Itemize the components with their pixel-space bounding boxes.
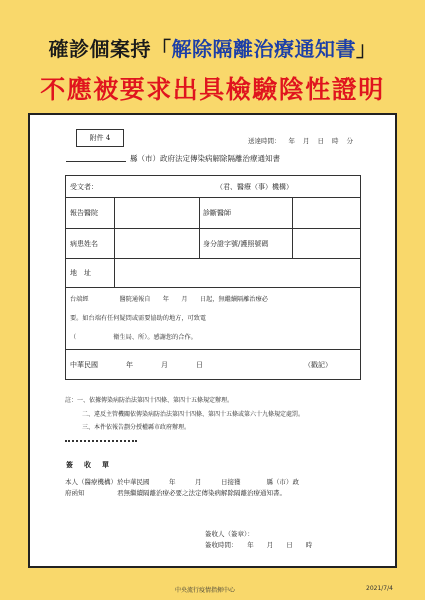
receipt-line: 府函知 君無繼續隔離治療必要之法定傳染病解除隔離治療通知書。 bbox=[65, 489, 286, 497]
unit-month: 月 bbox=[303, 137, 310, 145]
footer-date: 2021/7/4 bbox=[366, 585, 393, 592]
row-divider bbox=[66, 287, 360, 288]
notice-title bbox=[66, 153, 280, 164]
id-number-label: 身分證字號/護照號碼 bbox=[203, 240, 269, 248]
headline-close-bracket: 」 bbox=[356, 37, 377, 61]
unit-year: 年 bbox=[288, 137, 295, 145]
column-divider bbox=[292, 197, 293, 258]
notice-document bbox=[28, 113, 397, 568]
unit-day: 日 bbox=[317, 137, 324, 145]
column-divider bbox=[114, 197, 115, 287]
receipt-title: 簽 收 單 bbox=[66, 460, 111, 469]
headline-open-bracket: 「 bbox=[151, 37, 172, 61]
note-line: 三、本件依報告劃分授權縣市政府辦理。 bbox=[82, 424, 191, 431]
note-line: 二、違反主管機關依傳染病防治法第四十四條、第四十五條或第六十九條規定處罰。 bbox=[82, 411, 305, 418]
notice-body-line: 台端經 醫院通報自 年 月 日起，無繼續隔離治療必 bbox=[70, 296, 268, 303]
doctor-label: 診斷醫師 bbox=[203, 209, 231, 217]
delivery-time-label: 送達時間： bbox=[248, 137, 281, 145]
headline-highlight: 解除隔離治療通知書 bbox=[171, 37, 356, 61]
row-divider bbox=[66, 258, 360, 259]
attachment-label: 附件 4 bbox=[76, 129, 124, 147]
signer-label: 簽收人（簽章）： bbox=[205, 530, 254, 538]
headline bbox=[0, 33, 425, 62]
patient-name-label: 病患姓名 bbox=[70, 240, 98, 248]
notice-body-line: 要。如台端有任何疑問或需要協助的地方，可致電 bbox=[70, 315, 207, 322]
sign-time-label: 簽收時間： 年 月 日 時 bbox=[205, 541, 313, 549]
headline-prefix: 確診個案持 bbox=[48, 37, 151, 61]
headline-subtitle: 不應被要求出具檢驗陰性證明 bbox=[40, 75, 385, 104]
footer-org: 中央流行疫情指揮中心 bbox=[175, 587, 236, 594]
receipt-line: 本人（醫療機構）於中華民國 年 月 日接獲 縣（市）政 bbox=[65, 478, 299, 486]
cut-line bbox=[65, 440, 137, 442]
issue-date-label: 中華民國 年 月 日 bbox=[70, 361, 203, 369]
county-blank bbox=[66, 161, 126, 162]
column-divider bbox=[199, 197, 200, 258]
row-divider bbox=[66, 197, 360, 198]
row-divider bbox=[66, 349, 360, 350]
address-label: 地 址 bbox=[70, 269, 91, 277]
notice-form-table bbox=[65, 175, 361, 380]
recipient-label: 受文者： bbox=[70, 183, 98, 191]
seal-label: （戳記） bbox=[304, 361, 332, 369]
row-divider bbox=[66, 228, 360, 229]
hospital-label: 報告醫院 bbox=[70, 209, 98, 217]
note-line: 註：一、依據傳染病防治法第四十四條、第四十五條規定辦理。 bbox=[65, 397, 234, 404]
unit-minute: 分 bbox=[346, 137, 353, 145]
delivery-time bbox=[248, 136, 353, 145]
unit-hour: 時 bbox=[332, 137, 339, 145]
notice-title-text: 縣（市）政府法定傳染病解除隔離治療通知書 bbox=[130, 154, 280, 163]
recipient-hint: （君、醫療（事）機構） bbox=[216, 183, 293, 191]
notice-body-line: （ 衛生局、所）。感謝您的合作。 bbox=[70, 334, 197, 341]
